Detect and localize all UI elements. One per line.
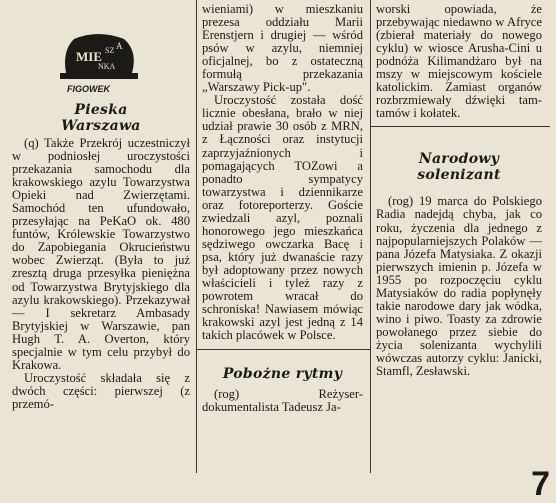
article-body: wieniami) w mieszkaniu prezesa oddziału Marii Erenstjern i drugiej — wśród psów w azylu, niemniej oficjalnej, bo z ostateczną formułą przekazania „Warszawy Pick-up". <box>202 2 363 95</box>
section-rule <box>196 349 370 350</box>
article-body: Uroczystość składała się z dwóch części: pierwszej (z przemó- <box>12 370 190 411</box>
article-title: Pieska <box>74 102 128 118</box>
svg-text:FIGOWEK: FIGOWEK <box>67 84 110 94</box>
article-body: (rog) Reżyser-dokumentalista Tadeusz Ja- <box>202 387 363 415</box>
mieszanka-figowek-logo <box>58 31 140 97</box>
section-rule <box>370 126 550 127</box>
article-body: (q) Także Przekrój uczestniczył w podniosłej uroczystości przekazania samochodu dla krakowskiego azylu Towarzystwa Opieki nad Zwierzętami. Samochód ten ufundowało, przesyłając na PeKaO ok. 480 funtów, Królewskie Towarzystwo do Zapobiegania Okrucieństwu wobec Zwierząt. (Była to już zresztą druga przesyłka pieniężna od Towarzystwa Brytyjskiego dla azylu krakowskiego). Przekazywał — I sekretarz Ambasady Brytyjskiej w Warszawie, pan Hugh T. A. Overton, który specjalnie w tym celu przybył do Krakowa. <box>12 136 190 372</box>
article-heading: solenizant <box>417 167 501 184</box>
article-heading: Narodowy <box>418 151 500 168</box>
column-1 <box>12 0 190 411</box>
column-rule <box>196 0 197 473</box>
svg-text:SZ: SZ <box>105 46 115 55</box>
article-body: worski opowiada, że przebywając niedawno w Afryce (zbierał materiały do nowego cyklu) w wiosce Arusha-Cini u podnóża Kilimandżaro był na mszy w miejscowym kościele katolickim. Zamiast organów rozbrzmiewały dźwięki tam-tamów i kołatek. <box>376 2 542 121</box>
column-2 <box>202 0 363 414</box>
article-body: Uroczystość została dość licznie obesłana, brało w niej udział prawie 30 osób z MRN, z Łączności oraz instytucji zaprzyjaźnionych i pomagających TOZowi a ponadto sympatycy towarzystwa i dziennikarze oraz fotoreporterzy. Goście zwiedzali azyl, poznali honorowego jego mieszkańca sędziwego owczarka Bacę i psa, który już dwanaście razy był adoptowany przez nowych właścicieli i tyleż razy z powrotem wracał do schroniska! Nawiasem mówiąc krakowski azyl jest jedną z 14 takich placówek w Polsce. <box>202 93 363 343</box>
svg-text:MIE: MIE <box>76 49 102 64</box>
column-3 <box>376 0 542 378</box>
article-heading: Pobożne rytmy <box>222 366 343 383</box>
article-body: (rog) 19 marca do Polskiego Radia nadejdą chyba, jak co roku, życzenia dla jednego z najpopularniejszych Polaków — pana Józefa Matysiaka. Z okazji pierwszych imienin p. Józefa w 1955 po rozpoczęciu cyklu Matysiaków do radia popłynęły takie narodowe dary jak wódka, wino i piwo. Toasty za zdrowie powołanego przez siebie do życia solenizanta wychylili wówczas autorzy cyklu: Janicki, Stamfl, Zesławski. <box>376 194 542 379</box>
svg-text:A: A <box>116 41 123 51</box>
column-rule <box>370 0 371 473</box>
page-number: 7 <box>531 465 550 503</box>
svg-text:NKA: NKA <box>98 62 116 71</box>
article-title: Warszawa <box>61 118 141 134</box>
